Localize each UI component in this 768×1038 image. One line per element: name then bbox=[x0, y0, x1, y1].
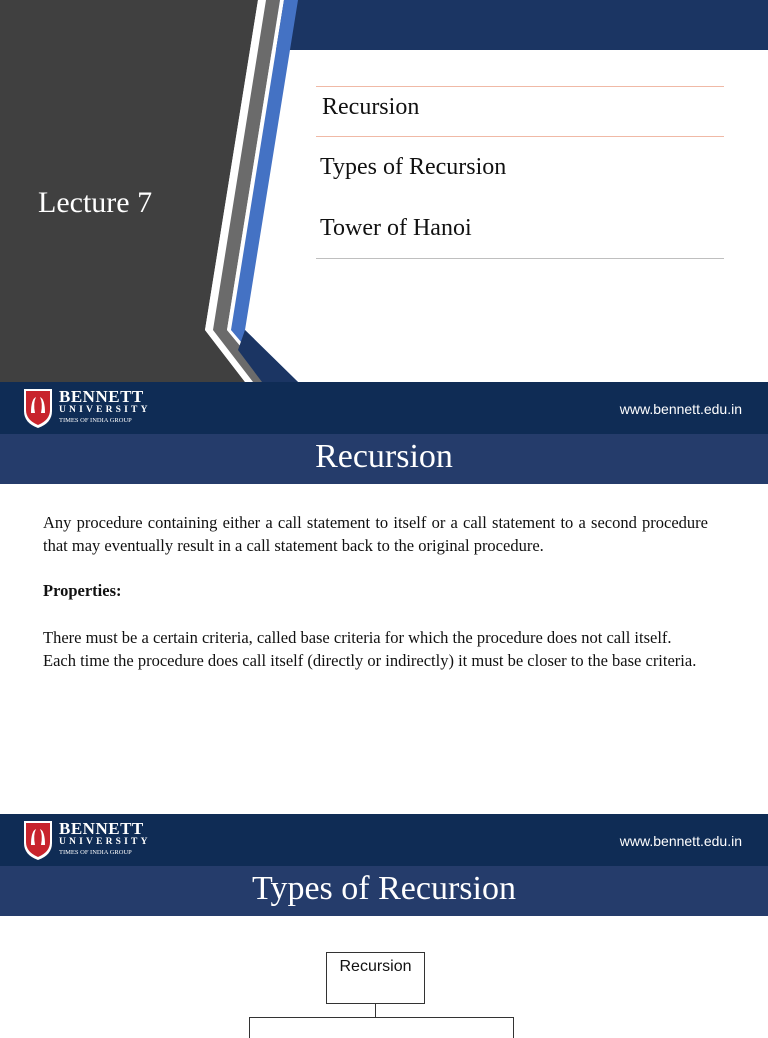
brand-name: BENNETT bbox=[59, 387, 144, 406]
university-url: www.bennett.edu.in bbox=[619, 401, 742, 417]
slide-title-band bbox=[0, 866, 768, 916]
diagram-connector bbox=[375, 1003, 376, 1017]
properties-heading: Properties: bbox=[43, 581, 122, 600]
brand-name: BENNETT bbox=[59, 819, 144, 838]
university-shield-icon bbox=[22, 819, 54, 861]
property-item: There must be a certain criteria, called base criteria for which the procedure does not call itself. bbox=[43, 628, 672, 647]
slide-title: Types of Recursion bbox=[252, 870, 516, 907]
brand-subtitle: UNIVERSITY bbox=[59, 837, 151, 847]
topic-types-of-recursion: Types of Recursion bbox=[320, 154, 507, 180]
slide-title-band bbox=[0, 434, 768, 484]
brand-subtitle: UNIVERSITY bbox=[59, 405, 151, 415]
topic-divider bbox=[316, 86, 724, 87]
topic-divider bbox=[316, 258, 724, 259]
slide-title: Recursion bbox=[315, 438, 453, 475]
brand-group: TIMES OF INDIA GROUP bbox=[59, 417, 132, 424]
topic-tower-of-hanoi: Tower of Hanoi bbox=[320, 215, 472, 241]
definition-text: Any procedure containing either a call statement to itself or a call statement to a second procedure that may eventually result in a call statement back to the original procedure. bbox=[43, 513, 708, 555]
brand-group: TIMES OF INDIA GROUP bbox=[59, 849, 132, 856]
university-shield-icon bbox=[22, 387, 54, 429]
lecture-number: Lecture 7 bbox=[38, 186, 153, 219]
title-slide bbox=[0, 0, 768, 382]
topic-recursion: Recursion bbox=[322, 94, 420, 120]
diagram-root-label: Recursion bbox=[339, 958, 412, 975]
diagram-root-box bbox=[326, 952, 425, 1004]
diagram-branch-line bbox=[249, 1017, 514, 1038]
university-url: www.bennett.edu.in bbox=[619, 833, 742, 849]
university-header-bar bbox=[0, 814, 768, 866]
university-header-bar bbox=[0, 382, 768, 434]
slide-body bbox=[43, 511, 708, 672]
property-item: Each time the procedure does call itself (directly or indirectly) it must be closer to the base criteria. bbox=[43, 651, 697, 670]
topic-divider bbox=[316, 136, 724, 137]
